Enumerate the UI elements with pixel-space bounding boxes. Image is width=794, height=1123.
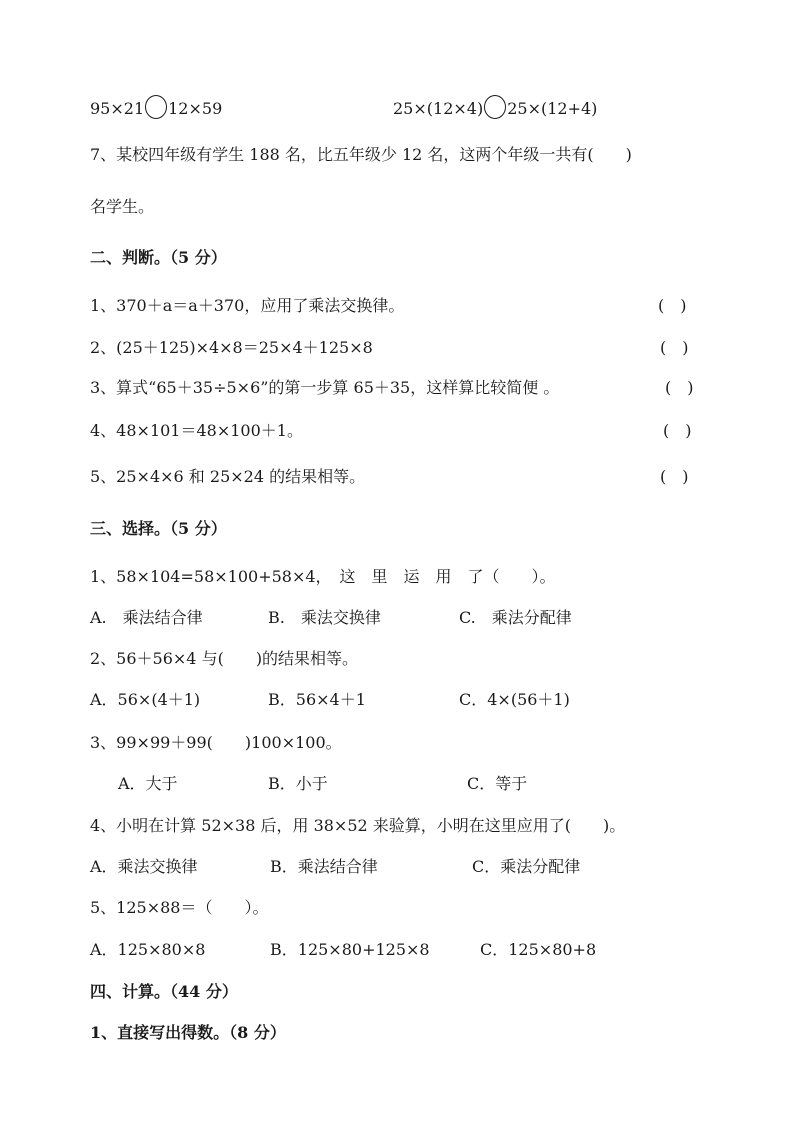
judge-item-text: 1、370＋a＝a＋370，应用了乘法交换律。 [90,296,405,315]
compare-circle-blank[interactable] [145,95,167,119]
judge-answer-blank[interactable]: ( ) [660,467,689,486]
choice-option-c[interactable]: C．乘法分配律 [472,857,581,876]
compare-circle-blank[interactable] [484,95,506,119]
judge-answer-blank[interactable]: ( ) [658,296,687,315]
judge-answer-blank[interactable]: ( ) [665,378,694,397]
judge-item-text: 2、(25＋125)×4×8＝25×4＋125×8 [90,338,373,357]
judge-item-text: 5、25×4×6 和 25×24 的结果相等。 [90,467,366,486]
choice-option-a[interactable]: A. 乘法结合律 [90,608,203,627]
compare-left-expr-b: 12×59 [168,99,223,118]
section-title: 三、选择。（5 分） [90,519,227,538]
q7-line2: 名学生。 [90,197,155,216]
choice-option-a[interactable]: A．125×80×8 [90,940,206,959]
choice-option-c[interactable]: C．4×(56＋1) [459,690,570,709]
choice-question: 5、125×88＝（ ）。 [90,898,269,917]
choice-question: 1、58×104=58×100+58×4， 这 里 运 用 了（ ）。 [90,567,556,586]
choice-question: 3、99×99＋99( )100×100。 [90,733,342,752]
choice-option-b[interactable]: B．小于 [268,774,328,793]
choice-option-b[interactable]: B. 乘法交换律 [268,608,381,627]
compare-right-expr-a: 25×(12×4) [393,99,484,118]
choice-option-a[interactable]: A．56×(4＋1) [90,690,201,709]
subsection-title: 1、直接写出得数。（8 分） [90,1023,286,1042]
section-title: 二、判断。（5 分） [90,248,227,267]
choice-option-a[interactable]: A．乘法交换律 [90,857,198,876]
choice-option-a[interactable]: A．大于 [118,774,178,793]
choice-option-b[interactable]: B．乘法结合律 [270,857,378,876]
judge-answer-blank[interactable]: ( ) [660,338,689,357]
judge-item-text: 3、算式“65＋35÷5×6”的第一步算 65＋35，这样算比较简便 。 [90,378,560,397]
compare-right-expr-b: 25×(12+4) [507,99,598,118]
section-title: 四、计算。（44 分） [90,982,238,1001]
choice-option-b[interactable]: B．125×80+125×8 [270,940,430,959]
compare-left-expr-a: 95×21 [90,99,145,118]
choice-option-b[interactable]: B．56×4＋1 [268,690,366,709]
choice-option-c[interactable]: C. 乘法分配律 [459,608,572,627]
compare-right [393,95,597,119]
choice-option-c[interactable]: C．等于 [467,774,528,793]
choice-option-c[interactable]: C．125×80+8 [480,940,597,959]
compare-left [90,95,222,119]
judge-item-text: 4、48×101＝48×100＋1。 [90,421,303,440]
judge-answer-blank[interactable]: ( ) [663,421,692,440]
choice-question: 2、56＋56×4 与( )的结果相等。 [90,649,359,668]
choice-question: 4、小明在计算 52×38 后，用 38×52 来验算，小明在这里应用了( )。 [90,816,626,835]
q7-line1: 7、某校四年级有学生 188 名，比五年级少 12 名，这两个年级一共有( ) [90,145,632,164]
